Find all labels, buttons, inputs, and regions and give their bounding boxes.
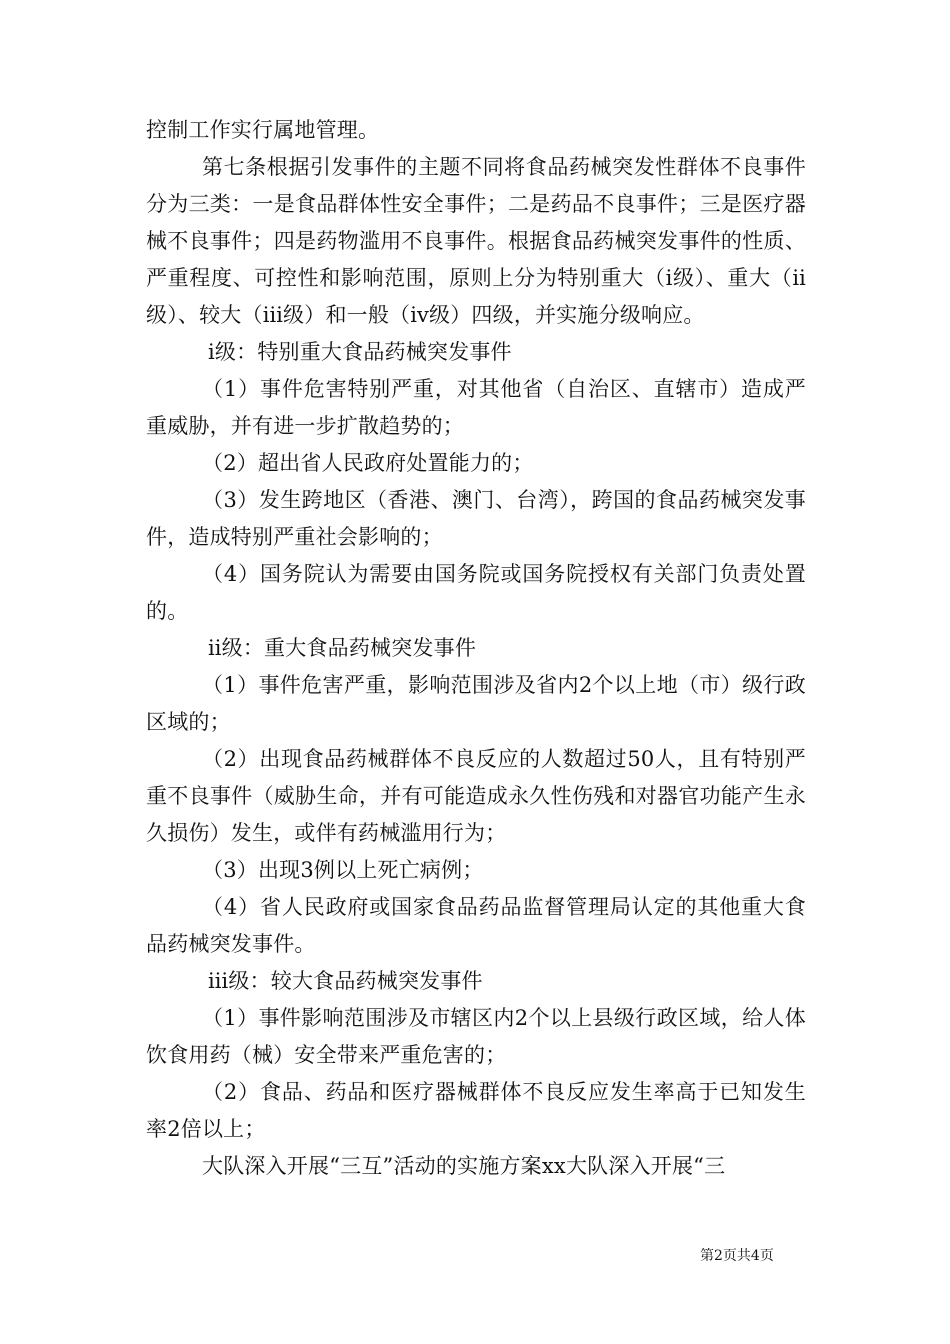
document-body	[146, 112, 806, 1185]
paragraph-article-7: 第七条根据引发事件的主题不同将食品药械突发性群体不良事件分为三类：一是食品群体性安全事件；二是药品不良事件；三是医疗器械不良事件；四是药物滥用不良事件。根据食品药械突发事件的性质、严重程度、可控性和影响范围，原则上分为特别重大（ⅰ级）、重大（ⅱ级）、较大（ⅲ级）和一般（ⅳ级）四级，并实施分级响应。	[146, 155, 806, 327]
level-2-item-3: （3）出现3例以上死亡病例；	[202, 858, 484, 882]
level-1-item-2: （2）超出省人民政府处置能力的；	[202, 451, 534, 475]
level-3-item-1: （1）事件影响范围涉及市辖区内2个以上县级行政区域，给人体饮食用药（械）安全带来严重危害的；	[146, 1006, 806, 1067]
paragraph-1: 控制工作实行属地管理。	[146, 118, 380, 142]
level-3-item-2: （2）食品、药品和医疗器械群体不良反应发生率高于已知发生率2倍以上；	[146, 1080, 806, 1141]
level-2-item-4: （4）省人民政府或国家食品药品监督管理局认定的其他重大食品药械突发事件。	[146, 895, 806, 956]
level-3-heading: ⅲ级：较大食品药械突发事件	[208, 969, 483, 993]
page-number: 第2页共4页	[700, 1248, 774, 1264]
level-2-heading: ⅱ级：重大食品药械突发事件	[208, 636, 477, 660]
level-1-item-3: （3）发生跨地区（香港、澳门、台湾），跨国的食品药械突发事件，造成特别严重社会影响的；	[146, 488, 806, 549]
level-2-item-2: （2）出现食品药械群体不良反应的人数超过50人，且有特别严重不良事件（威胁生命，并有可能造成永久性伤残和对器官功能产生永久损伤）发生，或伴有药械滥用行为；	[146, 747, 806, 845]
level-1-item-4: （4）国务院认为需要由国务院或国务院授权有关部门负责处置的。	[146, 562, 806, 623]
paragraph-trailing: 大队深入开展“三互”活动的实施方案xx大队深入开展“三	[202, 1154, 726, 1178]
level-2-item-1: （1）事件危害严重，影响范围涉及省内2个以上地（市）级行政区域的；	[146, 673, 806, 734]
level-1-heading: ⅰ级：特别重大食品药械突发事件	[208, 340, 512, 364]
level-1-item-1: （1）事件危害特别严重，对其他省（自治区、直辖市）造成严重威胁，并有进一步扩散趋势的；	[146, 377, 806, 438]
